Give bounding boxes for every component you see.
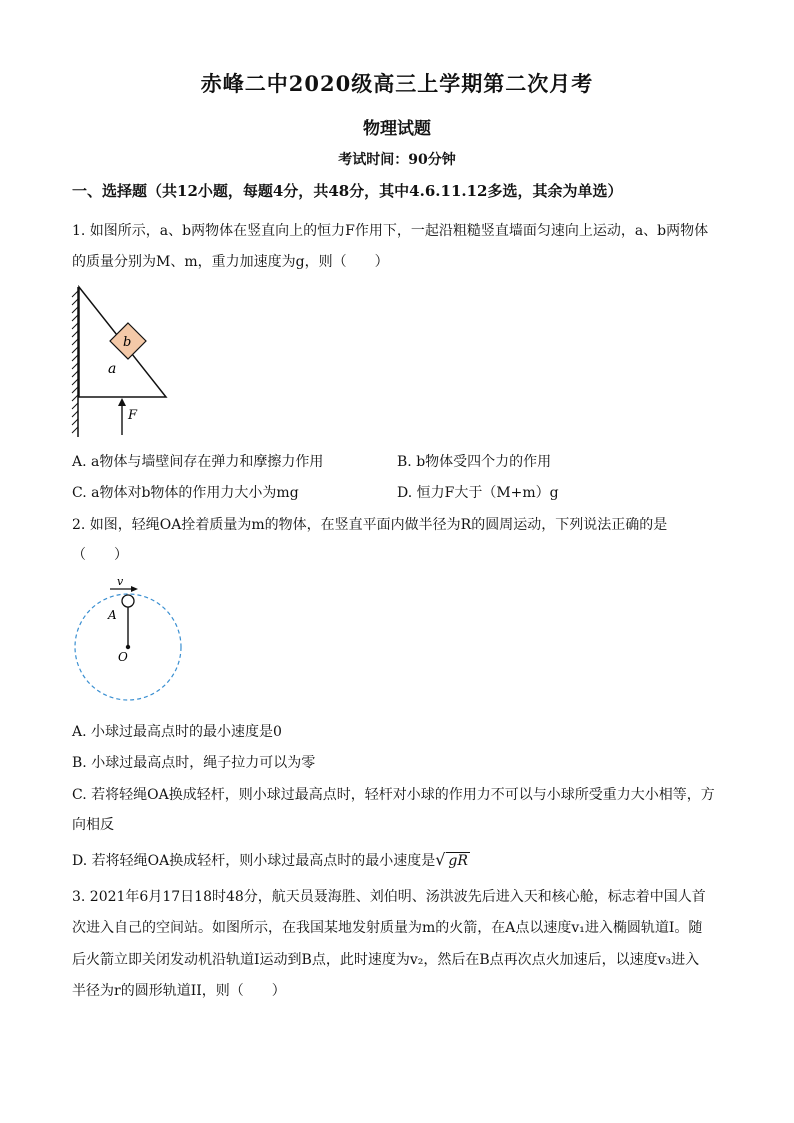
q1-figure-wall-block	[70, 285, 180, 440]
q3-stem-line2: 次进入自己的空间站。如图所示，在我国某地发射质量为m的火箭，在A点以速度v₁进入椭圆轨道I。随	[72, 920, 703, 936]
q3-stem-line1: 3. 2021年6月17日18时48分，航天员聂海胜、刘伯明、汤洪波先后进入天和核心舱，标志着中国人首	[72, 889, 706, 905]
q3-stem-line3: 后火箭立即关闭发动机沿轨道I运动到B点，此时速度为v₂，然后在B点再次点火加速后，以速度v₃进入	[72, 952, 700, 968]
velocity-arrow-head	[131, 586, 138, 592]
wall-hatching	[72, 291, 78, 433]
q1-option-a[interactable]: A. a物体与墙壁间存在弹力和摩擦力作用	[72, 454, 324, 470]
exam-title: 赤峰二中2020级高三上学期第二次月考	[200, 71, 594, 96]
q2-option-d-sqrt: gR	[448, 853, 468, 869]
q2-figure-circle	[70, 575, 190, 710]
sqrt-sign: √	[435, 850, 446, 869]
center-point	[126, 645, 130, 649]
q3-stem-line4: 半径为r的圆形轨道II，则（ ）	[72, 983, 286, 999]
label-a: a	[108, 361, 117, 377]
q2-option-b[interactable]: B. 小球过最高点时，绳子拉力可以为零	[72, 755, 316, 771]
exam-time: 考试时间：90分钟	[338, 152, 456, 168]
q2-option-c-line2: 向相反	[72, 817, 114, 833]
q1-option-d[interactable]: D. 恒力F大于（M+m）g	[397, 485, 559, 501]
q2-option-a[interactable]: A. 小球过最高点时的最小速度是0	[72, 724, 282, 740]
force-arrow-head	[118, 398, 126, 406]
label-b: b	[123, 335, 132, 350]
q2-option-d-text: D. 若将轻绳OA换成轻杆，则小球过最高点时的最小速度是	[72, 853, 436, 869]
q2-option-c-line1[interactable]: C. 若将轻绳OA换成轻杆，则小球过最高点时，轻杆对小球的作用力不可以与小球所受重力大小相等，方	[72, 787, 715, 803]
q1-option-c[interactable]: C. a物体对b物体的作用力大小为mg	[72, 485, 299, 501]
q1-stem-line1: 1. 如图所示，a、b两物体在竖直向上的恒力F作用下，一起沿粗糙竖直墙面匀速向上运动，a、b两物体	[72, 223, 709, 239]
label-v: v	[117, 575, 124, 588]
label-O: O	[118, 650, 128, 664]
q2-stem-line2: （ ）	[72, 547, 128, 563]
q1-stem-line2: 的质量分别为M、m，重力加速度为g，则（ ）	[72, 254, 389, 270]
section-heading: 一、选择题（共12小题，每题4分，共48分，其中4.6.11.12多选，其余为单选）	[72, 182, 623, 200]
subject-title: 物理试题	[363, 119, 431, 139]
q2-option-d[interactable]	[72, 850, 470, 871]
label-force: F	[128, 408, 138, 423]
ball	[122, 595, 134, 607]
label-A: A	[108, 608, 117, 622]
q1-option-b[interactable]: B. b物体受四个力的作用	[397, 454, 552, 470]
q2-stem-line1: 2. 如图，轻绳OA拴着质量为m的物体，在竖直平面内做半径为R的圆周运动，下列说法正确的是	[72, 517, 668, 533]
